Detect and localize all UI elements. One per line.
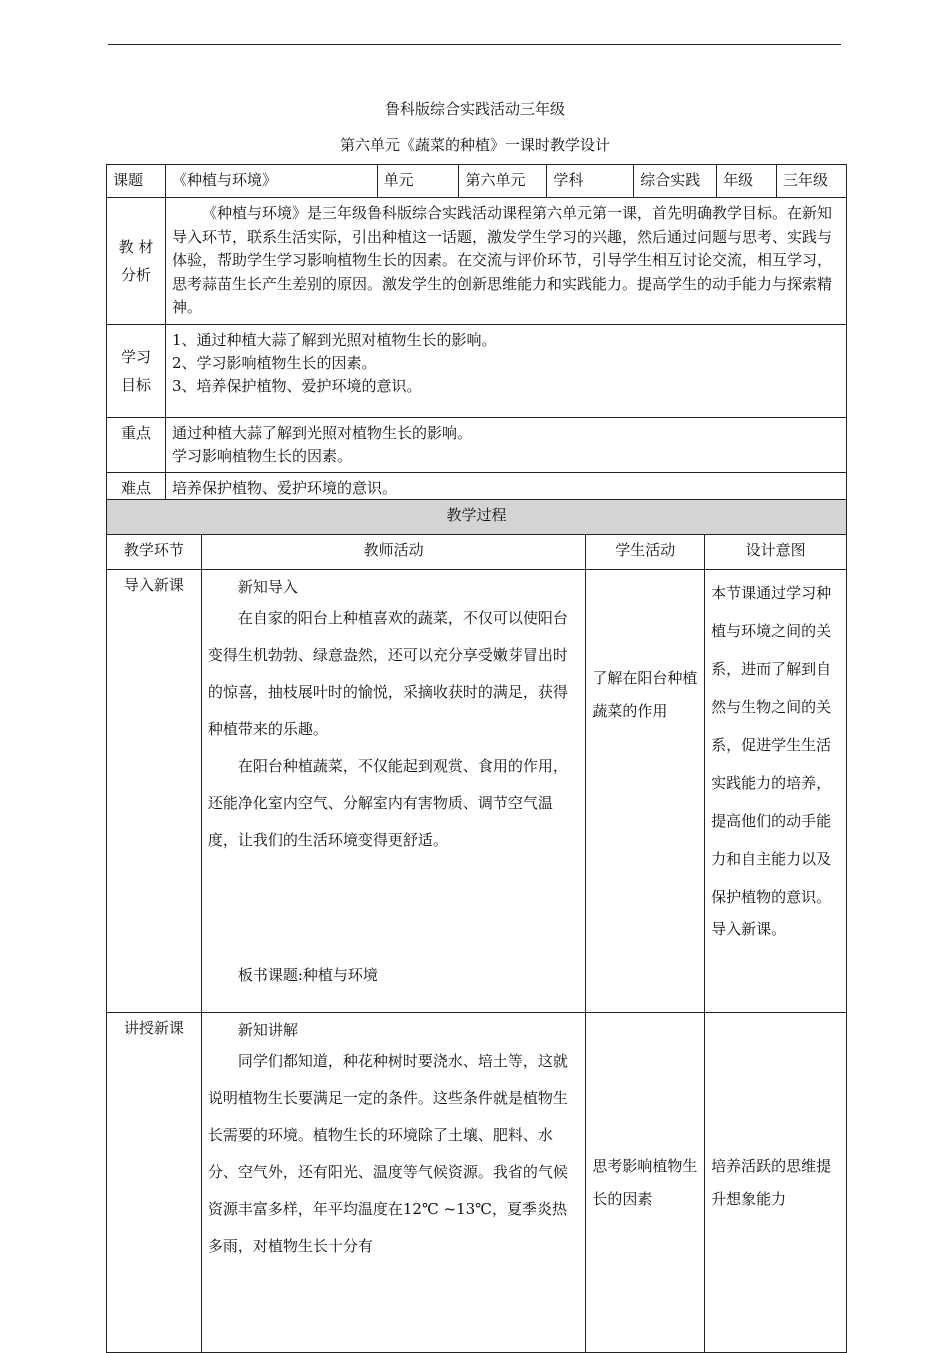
key-point-item: 学习影响植物生长的因素。 xyxy=(171,446,352,465)
doc-title: 鲁科版综合实践活动三年级 xyxy=(384,100,565,118)
difficulty-text: 培养保护植物、爱护环境的意识。 xyxy=(165,472,846,504)
design-intent-text: 本节课通过学习种植与环境之间的关系，进而了解到自然与生物之间的关系，促进学生生活实践能力的培养，提高他们的动手能力和自主能力以及保护植物的意识。 xyxy=(711,584,832,906)
key-points-label: 重点 xyxy=(107,417,166,472)
design-intent-cell xyxy=(705,1013,847,1353)
analysis-label xyxy=(107,198,166,325)
info-row-topic xyxy=(107,165,847,198)
header-rule xyxy=(108,44,841,45)
student-activity-cell xyxy=(586,1013,705,1353)
goals-label xyxy=(107,324,166,417)
student-activity-text: 思考影响植物生长的因素 xyxy=(592,1156,698,1208)
teacher-heading: 新知导入 xyxy=(237,578,298,596)
process-row-intro xyxy=(107,570,847,1013)
key-points-list xyxy=(165,417,846,472)
goal-item: 2、学习影响植物生长的因素。 xyxy=(171,353,377,372)
stage-cell: 导入新课 xyxy=(107,570,202,1013)
student-activity-text: 了解在阳台种植蔬菜的作用 xyxy=(592,669,698,720)
info-row-goals xyxy=(107,324,847,417)
goals-list xyxy=(165,324,846,417)
goals-label-line1: 学习 xyxy=(120,347,151,366)
column-header: 设计意图 xyxy=(705,535,847,570)
unit-value: 第六单元 xyxy=(459,165,547,198)
info-row-analysis xyxy=(107,198,847,325)
process-row-teach xyxy=(107,1013,847,1353)
goal-item: 1、通过种植大蒜了解到光照对植物生长的影响。 xyxy=(171,330,497,349)
teacher-heading: 新知讲解 xyxy=(237,1021,298,1039)
doc-subtitle: 第六单元《蔬菜的种植》一课时教学设计 xyxy=(339,136,610,154)
teaching-process-table xyxy=(106,499,847,1353)
difficulty-label: 难点 xyxy=(107,472,166,504)
design-intent-cell xyxy=(705,570,847,1013)
analysis-label-line1: 教 材 xyxy=(118,237,154,256)
teacher-paragraph: 在自家的阳台上种植喜欢的蔬菜，不仅可以使阳台变得生机勃勃、绿意盎然，还可以充分享受嫩芽冒出时的惊喜，抽枝展叶时的愉悦，采摘收获时的满足，获得种植带来的乐趣。 xyxy=(207,609,568,738)
teacher-paragraph: 在阳台种植蔬菜，不仅能起到观赏、食用的作用，还能净化室内空气、分解室内有害物质、调节空气温度，让我们的生活环境变得更舒适。 xyxy=(207,757,568,849)
goals-label-line2: 目标 xyxy=(120,375,151,394)
column-header: 教师活动 xyxy=(201,535,585,570)
teacher-activity-cell xyxy=(201,1013,585,1353)
analysis-label-line2: 分析 xyxy=(120,265,151,284)
process-header-row xyxy=(107,535,847,570)
student-activity-cell xyxy=(586,570,705,1013)
unit-label: 单元 xyxy=(377,165,459,198)
column-header: 学生活动 xyxy=(586,535,705,570)
grade-value: 三年级 xyxy=(777,165,847,198)
topic-value: 《种植与环境》 xyxy=(165,165,377,198)
topic-label: 课题 xyxy=(107,165,166,198)
stage-cell: 讲授新课 xyxy=(107,1013,202,1353)
info-row-key-points xyxy=(107,417,847,472)
teacher-paragraph: 同学们都知道，种花种树时要浇水、培土等，这就说明植物生长要满足一定的条件。这些条件就是植物生长需要的环境。植物生长的环境除了土壤、肥料、水分、空气外，还有阳光、温度等气候资源。我省的气候资源丰富多样，年平均温度在12℃ ~13℃，夏季炎热多雨，对植物生长十分有 xyxy=(207,1052,568,1255)
key-point-item: 通过种植大蒜了解到光照对植物生长的影响。 xyxy=(171,423,472,442)
design-intent-text: 培养活跃的思维提升想象能力 xyxy=(711,1156,832,1208)
teacher-activity-cell xyxy=(201,570,585,1013)
subject-value: 综合实践 xyxy=(634,165,717,198)
goal-item: 3、培养保护植物、爱护环境的意识。 xyxy=(171,376,422,395)
design-intent-tail: 导入新课。 xyxy=(711,920,787,938)
subject-label: 学科 xyxy=(547,165,634,198)
process-title-row xyxy=(107,500,847,535)
analysis-text: 《种植与环境》是三年级鲁科版综合实践活动课程第六单元第一课，首先明确教学目标。在新知导入环节，联系生活实际，引出种植这一话题，激发学生学习的兴趣，然后通过问题与思考、实践与体验，帮助学生学习影响植物生长的因素。在交流与评价环节，引导学生相互讨论交流，相互学习，思考蒜苗生长产生差别的原因。激发学生的创新思维能力和实践能力。提高学生的动手能力与探索精神。 xyxy=(165,198,846,325)
lesson-info-table xyxy=(106,164,847,505)
column-header: 教学环节 xyxy=(107,535,202,570)
board-title: 板书课题:种植与环境 xyxy=(237,966,378,984)
grade-label: 年级 xyxy=(717,165,777,198)
process-title: 教学过程 xyxy=(107,500,847,535)
